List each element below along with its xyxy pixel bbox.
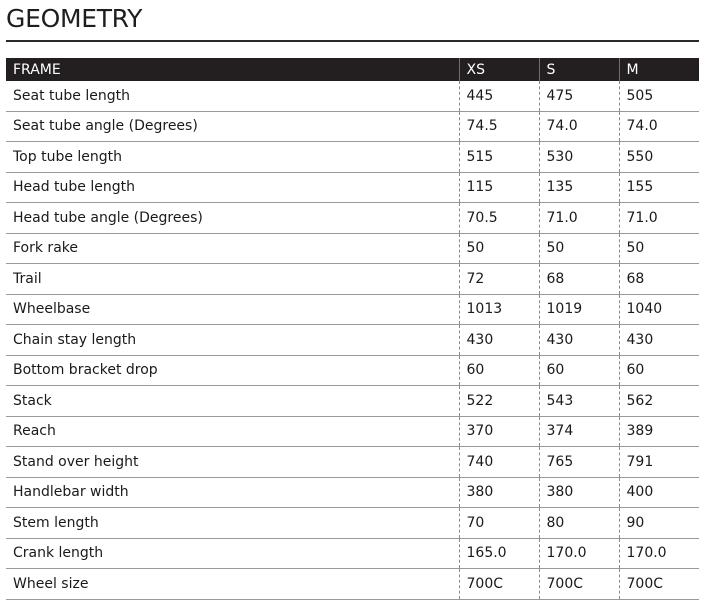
table-row <box>6 538 699 569</box>
table-row <box>6 142 699 173</box>
header-size-xs: XS <box>459 58 539 81</box>
row-label: Trail <box>6 264 459 295</box>
row-label: Bottom bracket drop <box>6 355 459 386</box>
row-label: Fork rake <box>6 233 459 264</box>
value-s: 68 <box>539 264 619 295</box>
row-label: Wheelbase <box>6 294 459 325</box>
row-label: Stem length <box>6 508 459 539</box>
page-title: GEOMETRY <box>6 4 143 33</box>
row-label: Stack <box>6 386 459 417</box>
table-row <box>6 111 699 142</box>
row-label: Handlebar width <box>6 477 459 508</box>
row-label: Chain stay length <box>6 325 459 356</box>
table-row <box>6 233 699 264</box>
value-m: 68 <box>619 264 699 295</box>
value-m: 400 <box>619 477 699 508</box>
row-label: Crank length <box>6 538 459 569</box>
value-xs: 430 <box>459 325 539 356</box>
value-xs: 515 <box>459 142 539 173</box>
value-xs: 165.0 <box>459 538 539 569</box>
value-s: 380 <box>539 477 619 508</box>
value-m: 90 <box>619 508 699 539</box>
row-label: Wheel size <box>6 569 459 600</box>
table-row <box>6 81 699 111</box>
value-xs: 380 <box>459 477 539 508</box>
value-s: 543 <box>539 386 619 417</box>
value-xs: 700C <box>459 569 539 600</box>
value-xs: 1013 <box>459 294 539 325</box>
value-m: 170.0 <box>619 538 699 569</box>
table-row <box>6 264 699 295</box>
table-row <box>6 294 699 325</box>
value-s: 50 <box>539 233 619 264</box>
title-divider <box>6 40 699 42</box>
row-label: Reach <box>6 416 459 447</box>
value-s: 135 <box>539 172 619 203</box>
value-s: 74.0 <box>539 111 619 142</box>
value-s: 170.0 <box>539 538 619 569</box>
table-row <box>6 447 699 478</box>
geometry-table <box>6 58 699 600</box>
value-s: 475 <box>539 81 619 111</box>
value-xs: 370 <box>459 416 539 447</box>
table-row <box>6 508 699 539</box>
table-row <box>6 355 699 386</box>
value-xs: 115 <box>459 172 539 203</box>
value-m: 60 <box>619 355 699 386</box>
value-s: 60 <box>539 355 619 386</box>
value-s: 700C <box>539 569 619 600</box>
value-s: 765 <box>539 447 619 478</box>
table-header-row <box>6 58 699 81</box>
value-m: 1040 <box>619 294 699 325</box>
table-row <box>6 325 699 356</box>
value-m: 389 <box>619 416 699 447</box>
row-label: Head tube angle (Degrees) <box>6 203 459 234</box>
value-xs: 72 <box>459 264 539 295</box>
value-xs: 50 <box>459 233 539 264</box>
value-s: 80 <box>539 508 619 539</box>
value-m: 700C <box>619 569 699 600</box>
value-m: 50 <box>619 233 699 264</box>
header-size-m: M <box>619 58 699 81</box>
value-s: 1019 <box>539 294 619 325</box>
table-row <box>6 203 699 234</box>
value-m: 155 <box>619 172 699 203</box>
value-xs: 70 <box>459 508 539 539</box>
value-s: 374 <box>539 416 619 447</box>
table-row <box>6 172 699 203</box>
value-m: 505 <box>619 81 699 111</box>
value-xs: 445 <box>459 81 539 111</box>
row-label: Top tube length <box>6 142 459 173</box>
value-m: 791 <box>619 447 699 478</box>
header-size-s: S <box>539 58 619 81</box>
value-xs: 60 <box>459 355 539 386</box>
row-label: Seat tube angle (Degrees) <box>6 111 459 142</box>
value-m: 71.0 <box>619 203 699 234</box>
table-row <box>6 569 699 600</box>
table-row <box>6 386 699 417</box>
row-label: Seat tube length <box>6 81 459 111</box>
value-m: 562 <box>619 386 699 417</box>
table-row <box>6 416 699 447</box>
row-label: Stand over height <box>6 447 459 478</box>
value-xs: 522 <box>459 386 539 417</box>
value-m: 550 <box>619 142 699 173</box>
value-m: 430 <box>619 325 699 356</box>
table-row <box>6 477 699 508</box>
value-m: 74.0 <box>619 111 699 142</box>
value-xs: 740 <box>459 447 539 478</box>
value-s: 530 <box>539 142 619 173</box>
row-label: Head tube length <box>6 172 459 203</box>
header-frame: FRAME <box>13 61 61 78</box>
value-s: 71.0 <box>539 203 619 234</box>
value-xs: 70.5 <box>459 203 539 234</box>
value-s: 430 <box>539 325 619 356</box>
value-xs: 74.5 <box>459 111 539 142</box>
